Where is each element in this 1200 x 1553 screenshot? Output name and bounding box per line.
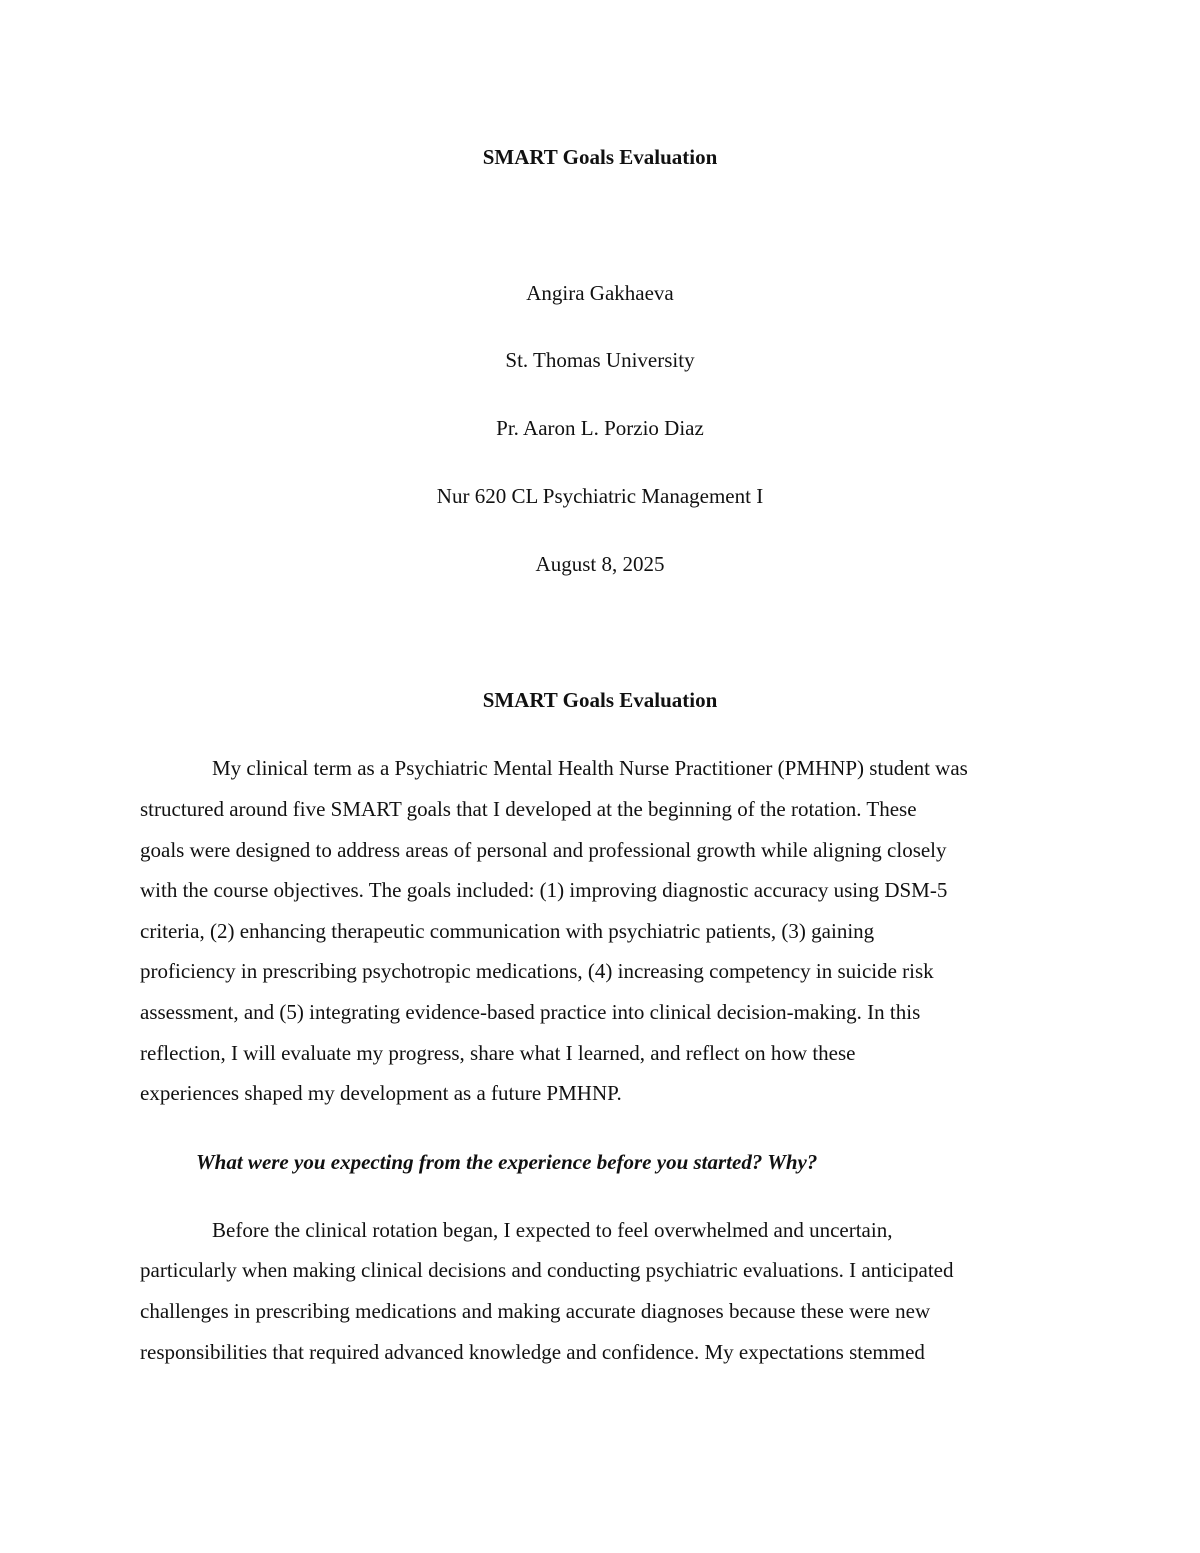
question-subheading: What were you expecting from the experience before you started? Why? <box>196 1150 818 1174</box>
course: Nur 620 CL Psychiatric Management I <box>436 484 764 508</box>
text-line: experiences shaped my development as a future PMHNP. <box>140 1081 622 1105</box>
document-title: SMART Goals Evaluation <box>482 145 718 169</box>
text-line: goals were designed to address areas of personal and professional growth while aligning closely <box>140 838 947 862</box>
text-line: My clinical term as a Psychiatric Mental Health Nurse Practitioner (PMHNP) student was <box>212 756 968 780</box>
institution: St. Thomas University <box>505 348 695 372</box>
text-line: assessment, and (5) integrating evidence-based practice into clinical decision-making. In this <box>140 1000 921 1024</box>
text-line: with the course objectives. The goals included: (1) improving diagnostic accuracy using DSM-5 <box>140 878 948 902</box>
date: August 8, 2025 <box>535 552 665 576</box>
text-line: proficiency in prescribing psychotropic medications, (4) increasing competency in suicide risk <box>140 959 934 983</box>
text-line: particularly when making clinical decisions and conducting psychiatric evaluations. I anticipated <box>140 1258 954 1282</box>
text-line: reflection, I will evaluate my progress, share what I learned, and reflect on how these <box>140 1041 856 1065</box>
instructor: Pr. Aaron L. Porzio Diaz <box>496 416 704 440</box>
author-name: Angira Gakhaeva <box>526 281 674 305</box>
text-line: responsibilities that required advanced knowledge and confidence. My expectations stemmed <box>140 1340 925 1364</box>
text-line: criteria, (2) enhancing therapeutic communication with psychiatric patients, (3) gaining <box>140 919 875 943</box>
text-line: Before the clinical rotation began, I expected to feel overwhelmed and uncertain, <box>212 1218 893 1242</box>
text-line: structured around five SMART goals that I developed at the beginning of the rotation. These <box>140 797 917 821</box>
section-heading: SMART Goals Evaluation <box>482 688 718 712</box>
text-line: challenges in prescribing medications and making accurate diagnoses because these were new <box>140 1299 931 1323</box>
